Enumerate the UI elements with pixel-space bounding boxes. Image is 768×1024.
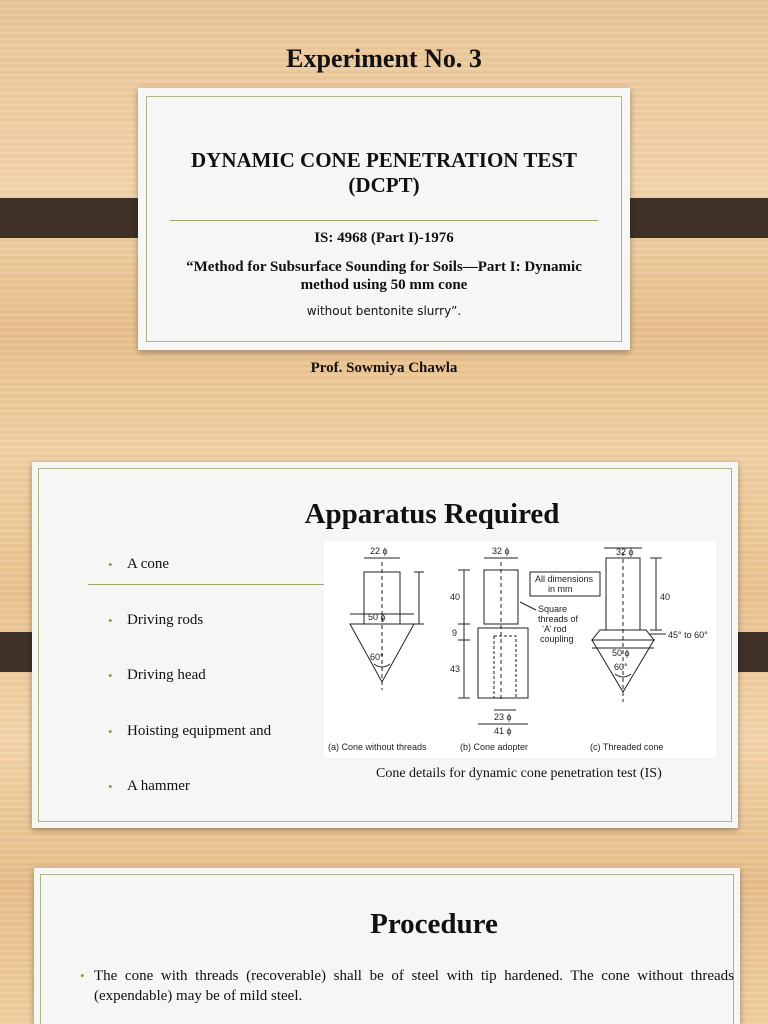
standard-number: IS: 4968 (Part I)-1976 [314,230,454,246]
right-strap [613,198,768,238]
list-item-text: A cone [127,556,170,572]
list-item-text: Driving head [127,667,206,683]
list-item-text: A hammer [127,778,190,794]
adopter-bore [494,636,516,698]
dim-label: 23 ϕ [494,712,512,722]
angle-label: 60° [614,662,628,672]
dim-label: 50 ϕ [612,648,630,658]
test-title-line2: (DCPT) [348,173,420,197]
angle-arc [374,664,390,667]
author: Prof. Sowmiya Chawla [310,360,458,376]
slide-procedure [0,858,768,1024]
dim-label: 40 [450,592,461,602]
thread-label-line: threads of [538,614,579,624]
bullet-icon: • [108,668,113,683]
list-item [108,723,318,779]
subfigure-label: (b) Cone adopter [460,742,529,752]
thread-label-line: Square [538,604,568,614]
list-item [108,556,318,612]
subfigure-label: (a) Cone without threads [328,742,427,752]
list-item [108,778,318,834]
angle-label: 60° [370,652,384,662]
experiment-title: Experiment No. 3 [286,44,482,73]
dim-label: 50 ϕ [368,612,386,622]
title-card [138,88,630,350]
divider [170,220,598,221]
dim-label: 40 [660,592,671,602]
figure-caption: Cone details for dynamic cone penetration test (IS) [376,766,662,781]
slide-title [0,0,768,430]
list-item-text: Driving rods [127,611,204,628]
bullet-icon: • [80,968,85,983]
procedure-text: The cone with threads (recoverable) shall be of steel with tip hardened. The cone without threads (expendable) may be of mild steel. [94,968,734,1004]
note-line: All dimensions [535,574,594,584]
bullet-icon: • [108,723,113,739]
list-item [108,667,318,723]
procedure-title: Procedure [370,908,498,940]
list-item-text: Hoisting equipment and [127,722,272,739]
apparatus-title: Apparatus Required [304,498,560,530]
dim-label: 43 [450,664,461,674]
dim-label: 41 ϕ [494,726,512,736]
slide-apparatus [0,440,768,850]
standard-quote: “Method for Subsurface Sounding for Soils—Part I: Dynamic method using 50 mm cone [186,259,582,293]
cone-diagram-svg [324,542,716,758]
dim-label: 32 ϕ [492,546,510,556]
test-title-line1: DYNAMIC CONE PENETRATION TEST [190,148,578,172]
apparatus-card [32,462,738,828]
dim-label: 9 [452,628,458,638]
test-title [138,148,630,198]
bullet-icon: • [108,557,113,572]
adopter-body [478,628,528,698]
left-strap [0,198,156,238]
thread-label-line: coupling [540,634,574,644]
list-item [108,612,318,668]
dim-label: 32 ϕ [616,547,634,557]
cone-diagram [324,542,716,758]
procedure-item [80,966,734,1006]
angle-label: 45° to 60° [668,630,708,640]
subfigure-label: (c) Threaded cone [590,742,664,752]
note-line: in mm [548,584,573,594]
standard-quote-end: without bentonite slurry”. [306,304,462,318]
bullet-icon: • [108,612,113,628]
dim-label: 22 ϕ [370,546,388,556]
leader-line [520,602,536,610]
bullet-icon: • [108,779,113,794]
apparatus-list [108,556,318,834]
thread-label-line: ‘A’ rod [542,624,567,634]
